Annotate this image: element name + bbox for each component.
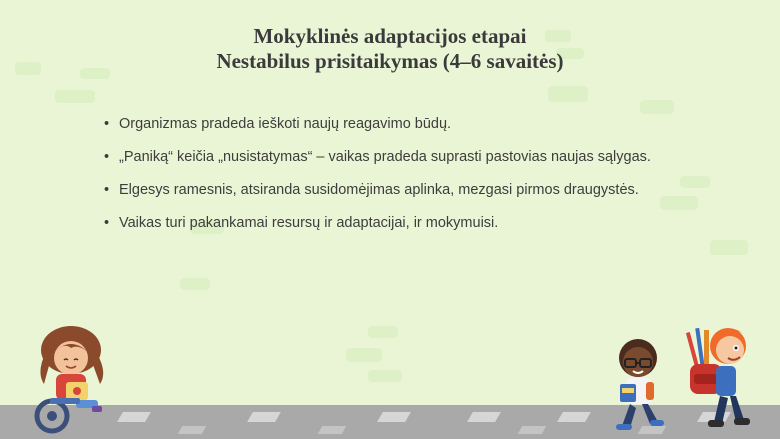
boy-with-book-illustration (606, 334, 668, 434)
bullet-item: • „Paniką“ keičia „nusistatymas“ – vaikas pradeda suprasti pastovias naujas sąlygas. (104, 149, 678, 166)
decor-block (55, 90, 95, 103)
bullet-item: • Vaikas turi pakankamai resursų ir adaptacijai, ir mokymuisi. (104, 215, 678, 232)
title-line-2: Nestabilus prisitaikymas (4–6 savaitės) (216, 49, 564, 73)
slide-title (0, 24, 780, 74)
sidewalk-tile (117, 412, 151, 422)
decor-block (368, 326, 398, 338)
bullet-list (104, 116, 678, 248)
boy-with-backpack-illustration (684, 318, 756, 432)
girl-in-wheelchair-illustration (26, 322, 116, 434)
title-line-1: Mokyklinės adaptacijos etapai (253, 24, 527, 48)
decor-block (640, 100, 674, 114)
decor-block (710, 240, 748, 255)
decor-block (346, 348, 382, 362)
sidewalk-tile (318, 426, 347, 434)
decor-block (680, 176, 710, 188)
decor-block (368, 370, 402, 382)
sidewalk-tile (467, 412, 501, 422)
bullet-item: • Elgesys ramesnis, atsiranda susidomėjimas aplinka, mezgasi pirmos draugystės. (104, 182, 678, 199)
sidewalk-tile (557, 412, 591, 422)
sidewalk-tile (518, 426, 547, 434)
decor-block (180, 278, 210, 290)
sidewalk-tile (178, 426, 207, 434)
sidewalk-tile (247, 412, 281, 422)
sidewalk-tile (377, 412, 411, 422)
bullet-item: • Organizmas pradeda ieškoti naujų reagavimo būdų. (104, 116, 678, 133)
decor-block (548, 86, 588, 102)
